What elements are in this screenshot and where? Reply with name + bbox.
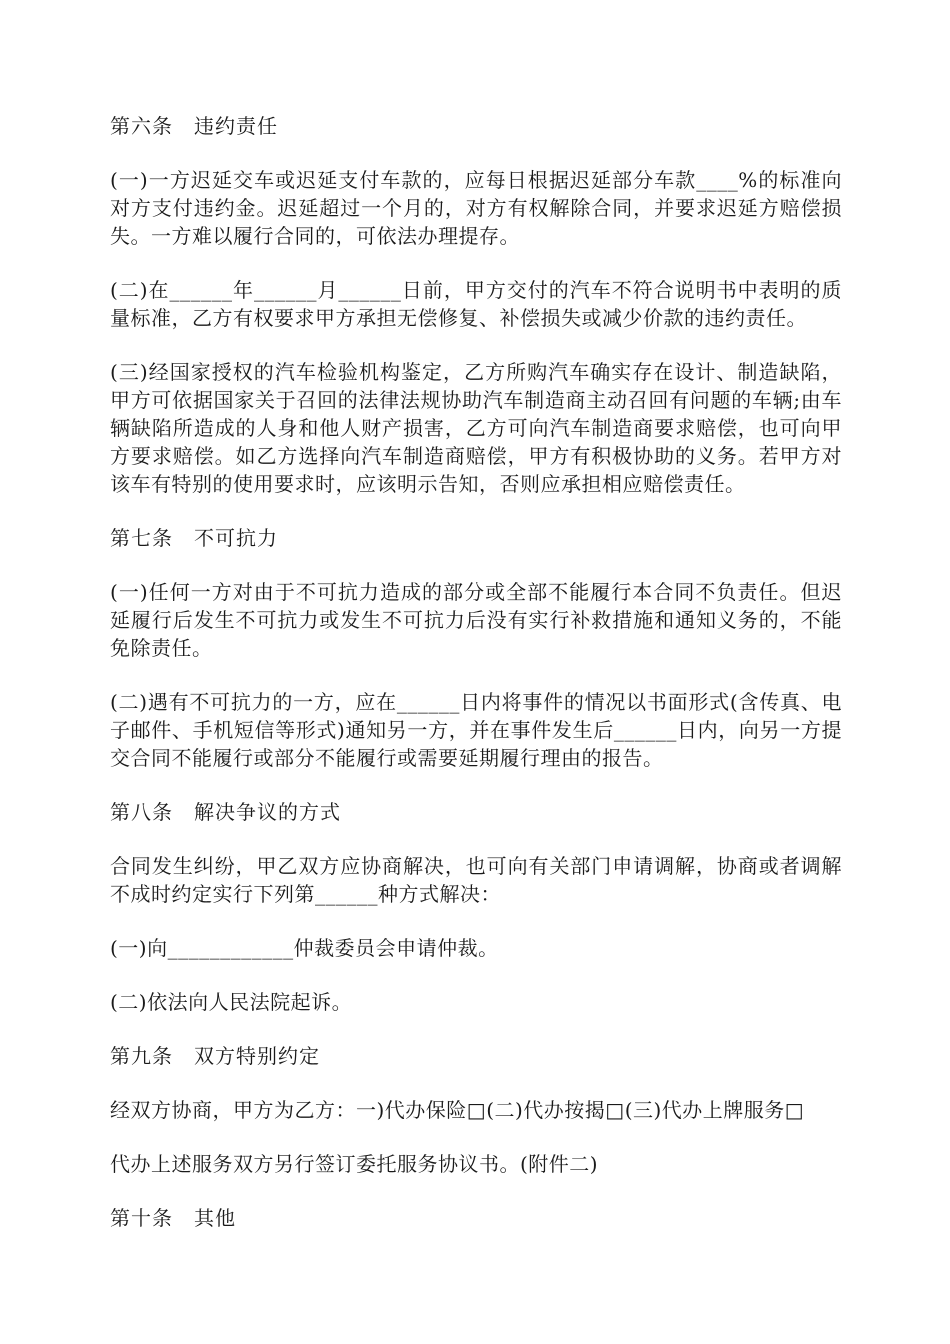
article-10-heading: 第十条 其他 xyxy=(110,1206,236,1230)
article-9-heading: 第九条 双方特别约定 xyxy=(110,1044,320,1068)
document-body xyxy=(110,112,842,1258)
article-7-clause-2: (二)遇有不可抗力的一方，应在______日内将事件的情况以书面形式(含传真、电子邮件、手机短信等形式)通知另一方，并在事件发生后______日内，向另一方提交合同不能履行或部分不能履行或需要延期履行理由的报告。 xyxy=(110,690,842,770)
article-8-intro: 合同发生纠纷，甲乙双方应协商解决，也可向有关部门申请调解，协商或者调解不成时约定实行下列第______种方式解决： xyxy=(110,854,842,906)
article-9-note: 代办上述服务双方另行签订委托服务协议书。(附件二) xyxy=(110,1152,599,1176)
article-8-option-2: (二)依法向人民法院起诉。 xyxy=(110,990,353,1014)
article-6-clause-1: (一)一方迟延交车或迟延支付车款的，应每日根据迟延部分车款____%的标准向对方支付违约金。迟延超过一个月的，对方有权解除合同，并要求迟延方赔偿损失。一方难以履行合同的，可依法办理提存。 xyxy=(110,168,842,248)
article-6-clause-3: (三)经国家授权的汽车检验机构鉴定，乙方所购汽车确实存在设计、制造缺陷，甲方可依据国家关于召回的法律法规协助汽车制造商主动召回有问题的车辆;由车辆缺陷所造成的人身和他人财产损害，乙方可向汽车制造商要求赔偿，也可向甲方要求赔偿。如乙方选择向汽车制造商赔偿，甲方有积极协助的义务。若甲方对该车有特别的使用要求时，应该明示告知，否则应承担相应赔偿责任。 xyxy=(110,360,842,496)
article-7-heading: 第七条 不可抗力 xyxy=(110,526,278,550)
article-6-heading: 第六条 违约责任 xyxy=(110,114,278,138)
article-8-heading: 第八条 解决争议的方式 xyxy=(110,800,341,824)
article-8-option-1: (一)向____________仲裁委员会申请仲裁。 xyxy=(110,936,499,960)
article-7-clause-1: (一)任何一方对由于不可抗力造成的部分或全部不能履行本合同不负责任。但迟延履行后发生不可抗力或发生不可抗力后没有实行补救措施和通知义务的，不能免除责任。 xyxy=(110,580,842,660)
article-6-clause-2: (二)在______年______月______日前，甲方交付的汽车不符合说明书中表明的质量标准，乙方有权要求甲方承担无偿修复、补偿损失或减少价款的违约责任。 xyxy=(110,278,842,330)
article-9-services: 经双方协商，甲方为乙方：一)代办保险□(二)代办按揭□(三)代办上牌服务□ xyxy=(110,1098,805,1122)
